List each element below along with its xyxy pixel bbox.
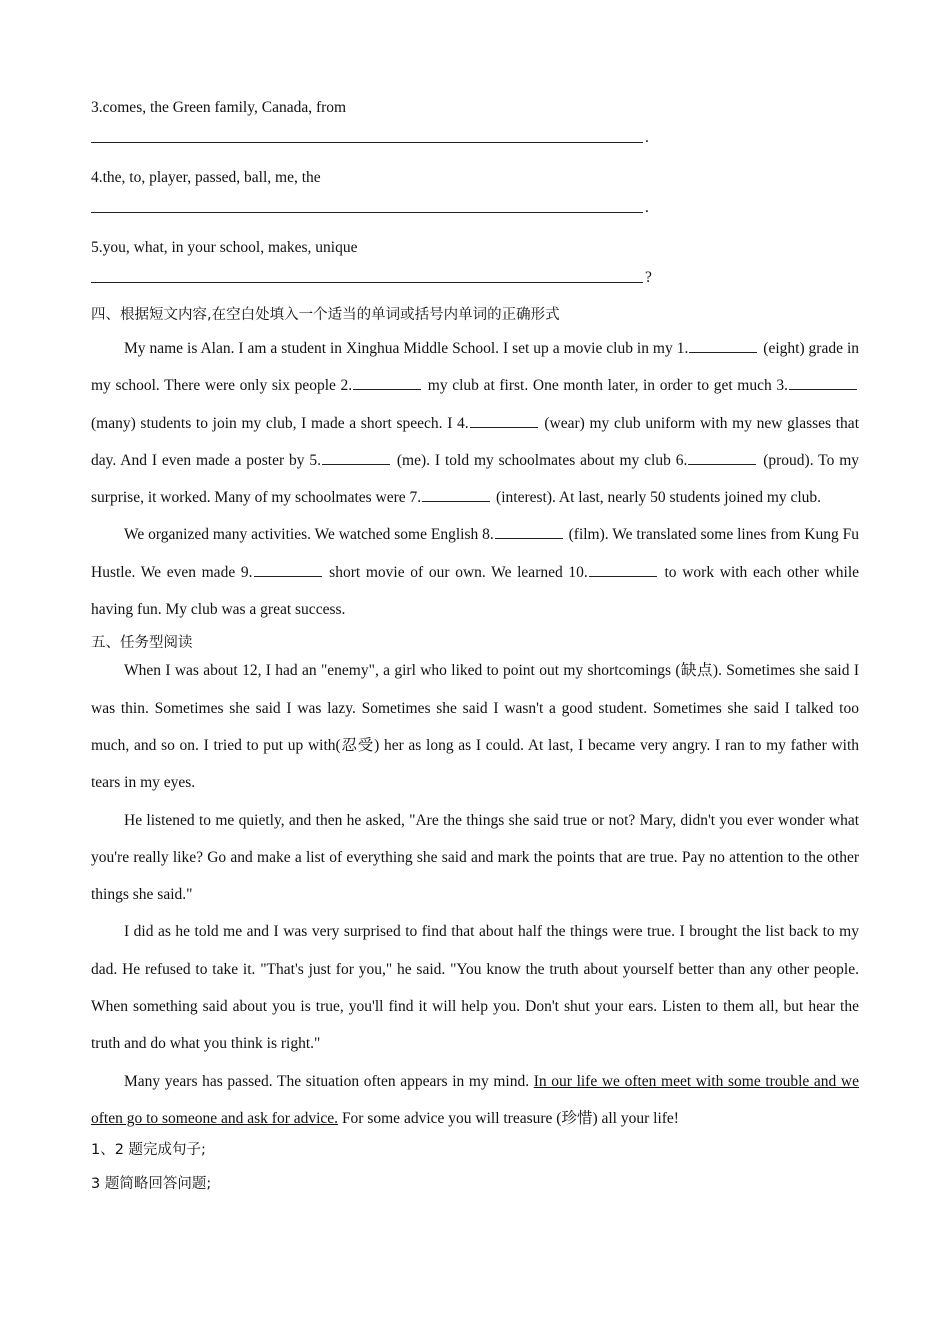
cloze-paragraph-2 bbox=[91, 516, 859, 628]
question-prompt: 3.comes, the Green family, Canada, from bbox=[91, 99, 347, 116]
cloze-paragraph-1 bbox=[91, 330, 859, 516]
question-prompt: 4.the, to, player, passed, ball, me, the bbox=[91, 169, 321, 186]
section-heading-reading: 五、任务型阅读 bbox=[91, 635, 193, 652]
blank-4[interactable] bbox=[470, 413, 538, 428]
text-run: (wear) my club uniform with my new glasses that day. And I even made a poster by 5. bbox=[91, 414, 859, 469]
blank-1[interactable] bbox=[689, 338, 757, 353]
reading-paragraph-3: I did as he told me and I was very surprised to find that about half the things were true. I brought the list back to my dad. He refused to take it. "That's just for you," he said. "You know the truth about yourself better than any other people. When something said about you is true, you'll find it will help you. Don't shut your ears. Listen to them all, but hear the truth and do what you think is right." bbox=[91, 923, 859, 1053]
answer-line[interactable] bbox=[91, 258, 859, 292]
section-heading-cloze: 四、根据短文内容,在空白处填入一个适当的单词或括号内单词的正确形式 bbox=[91, 307, 560, 323]
question-3 bbox=[91, 98, 859, 152]
task-instruction-2: 3 题简略回答问题; bbox=[91, 1176, 212, 1193]
worksheet-page bbox=[91, 98, 859, 1195]
text-run: My name is Alan. I am a student in Xinghua Middle School. I set up a movie club in my 1. bbox=[124, 340, 689, 357]
answer-line[interactable] bbox=[91, 118, 859, 152]
task-instruction-1: 1、2 题完成句子; bbox=[91, 1142, 206, 1159]
text-run: short movie of our own. We learned 10. bbox=[323, 563, 588, 581]
text-run: We organized many activities. We watched some English 8. bbox=[124, 526, 494, 544]
text-run: (many) students to join my club, I made a short speech. I 4. bbox=[91, 414, 469, 432]
reading-paragraph-1: When I was about 12, I had an "enemy", a girl who liked to point out my shortcomings (缺点). Sometimes she said I was thin. Sometimes she said I was lazy. Sometimes she said I wasn't a good student. Sometimes she said I talked too much, and so on. I tried to put up with(忍受) her as long as I could. At last, I became very angry. I ran to my father with tears in my eyes. bbox=[91, 662, 859, 792]
answer-line[interactable] bbox=[91, 188, 859, 222]
blank-8[interactable] bbox=[495, 524, 563, 539]
text-run: (eight) grade in my school. There were only six people 2. bbox=[91, 340, 859, 395]
underlined-sentence: In our life we often meet with some trouble and we often go to someone and ask for advice. bbox=[91, 1072, 859, 1127]
reading-paragraph-4 bbox=[91, 1063, 859, 1138]
text-run: (proud). To my surprise, it worked. Many of my schoolmates were 7. bbox=[91, 451, 860, 507]
text-run: to work with each other while having fun. My club was a great success. bbox=[91, 563, 860, 619]
blank-9[interactable] bbox=[254, 562, 322, 577]
answer-rule bbox=[91, 212, 643, 213]
sentence-end-punctuation: . bbox=[645, 129, 649, 146]
text-run: my club at first. One month later, in order to get much 3. bbox=[423, 377, 788, 395]
blank-3[interactable] bbox=[789, 375, 857, 390]
reading-paragraph-2: He listened to me quietly, and then he asked, "Are the things she said true or not? Mary, didn't you ever wonder what you're really like? Go and make a list of everything she said and mark the points that are true. Pay no attention to the other things she said." bbox=[91, 811, 859, 904]
text-run: For some advice you will treasure (珍惜) all your life! bbox=[338, 1109, 679, 1127]
text-run: (interest). At last, nearly 50 students joined my club. bbox=[492, 489, 822, 507]
sentence-end-punctuation: ? bbox=[645, 269, 652, 286]
blank-10[interactable] bbox=[589, 562, 657, 577]
text-run: Many years has passed. The situation often appears in my mind. bbox=[124, 1072, 534, 1090]
answer-rule bbox=[91, 142, 643, 143]
question-4 bbox=[91, 168, 859, 222]
blank-7[interactable] bbox=[422, 487, 490, 502]
blank-2[interactable] bbox=[353, 375, 421, 390]
text-run: (film). We translated some lines from Kung Fu Hustle. We even made 9. bbox=[91, 526, 859, 581]
blank-5[interactable] bbox=[322, 450, 390, 465]
question-5 bbox=[91, 238, 859, 292]
sentence-end-punctuation: . bbox=[645, 199, 649, 216]
answer-rule bbox=[91, 282, 643, 283]
text-run: (me). I told my schoolmates about my club 6. bbox=[392, 451, 688, 469]
blank-6[interactable] bbox=[688, 450, 756, 465]
question-prompt: 5.you, what, in your school, makes, unique bbox=[91, 239, 358, 256]
